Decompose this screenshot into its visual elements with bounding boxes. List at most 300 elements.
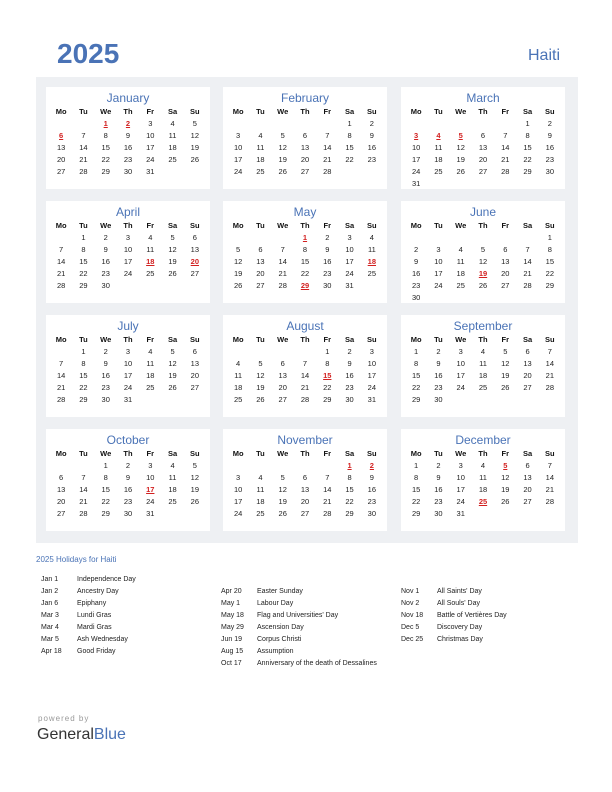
day-cell: 10: [146, 131, 155, 140]
month-november: [223, 429, 387, 531]
empty-cell: [227, 460, 249, 472]
day-cell: 1: [525, 119, 530, 128]
weekday-header: Tu: [434, 335, 443, 344]
day-cell: 4: [480, 461, 486, 470]
day-cell: 17: [456, 485, 465, 494]
day-cell: 2: [547, 119, 552, 128]
holiday-date: Nov 2: [401, 600, 420, 607]
month-grid: [227, 106, 383, 178]
day-cell: 12: [256, 371, 265, 380]
empty-cell: [405, 118, 427, 130]
day-cell: 9: [436, 473, 441, 482]
weekday-header: Su: [367, 449, 377, 458]
day-cell: 3: [125, 347, 131, 356]
weekday-header: Mo: [232, 221, 244, 230]
day-cell: 30: [123, 167, 133, 176]
day-cell: 25: [168, 155, 177, 164]
month-title: January: [106, 91, 150, 105]
empty-cell: [450, 232, 472, 244]
day-cell: 16: [123, 143, 133, 152]
day-cell: 13: [190, 359, 200, 368]
weekday-header: We: [277, 107, 289, 116]
day-cell: 21: [278, 269, 287, 278]
weekday-header: Tu: [79, 107, 88, 116]
weekday-header: Th: [123, 107, 133, 116]
holiday-row: [221, 598, 377, 610]
holiday-name: Labour Day: [257, 600, 294, 607]
day-cell: 26: [456, 167, 465, 176]
holiday-day-cell: 29: [300, 281, 310, 290]
day-cell: 8: [103, 131, 108, 140]
weekday-header: Su: [190, 449, 200, 458]
empty-cell: [249, 118, 271, 130]
day-cell: 2: [414, 245, 419, 254]
day-cell: 6: [258, 245, 263, 254]
day-cell: 24: [233, 509, 243, 518]
day-cell: 25: [233, 395, 243, 404]
day-cell: 26: [278, 509, 287, 518]
day-cell: 29: [79, 281, 88, 290]
day-cell: 7: [280, 245, 285, 254]
weekday-header: Sa: [167, 221, 178, 230]
holiday-date: Nov 18: [401, 612, 424, 619]
month-title: April: [115, 205, 140, 219]
day-cell: 24: [456, 497, 465, 506]
holiday-date: Jan 2: [41, 588, 59, 595]
day-cell: 10: [434, 257, 443, 266]
holiday-day-cell: 4: [436, 131, 441, 140]
day-cell: 7: [81, 473, 86, 482]
month-title: September: [453, 319, 513, 333]
day-cell: 11: [456, 257, 465, 266]
empty-cell: [316, 118, 338, 130]
day-cell: 8: [302, 245, 308, 254]
day-cell: 17: [123, 371, 133, 380]
empty-cell: [272, 346, 294, 358]
day-cell: 23: [345, 383, 354, 392]
holiday-name: Ash Wednesday: [77, 636, 128, 643]
holiday-name: Independence Day: [77, 576, 136, 583]
day-cell: 23: [123, 155, 133, 164]
holiday-day-cell: 18: [367, 257, 377, 266]
day-cell: 27: [256, 281, 265, 290]
weekday-header: Th: [123, 221, 133, 230]
day-cell: 26: [168, 383, 177, 392]
weekday-header: Fr: [146, 449, 155, 458]
day-cell: 13: [523, 473, 532, 482]
day-cell: 24: [411, 167, 421, 176]
day-cell: 28: [79, 167, 88, 176]
day-cell: 19: [168, 257, 177, 266]
holiday-date: Aug 15: [221, 648, 244, 655]
day-cell: 24: [434, 281, 443, 290]
day-cell: 7: [525, 245, 530, 254]
month-july: [46, 315, 210, 417]
day-cell: 22: [545, 269, 555, 278]
holiday-name: All Saints' Day: [437, 588, 482, 595]
weekday-header: Th: [123, 335, 133, 344]
month-february: [223, 87, 387, 189]
empty-cell: [227, 232, 249, 244]
empty-cell: [227, 346, 249, 358]
holiday-date: Mar 5: [41, 636, 59, 643]
holiday-row: [221, 610, 377, 622]
day-cell: 11: [479, 359, 487, 368]
day-cell: 27: [523, 497, 532, 506]
day-cell: 19: [190, 485, 200, 494]
day-cell: 10: [411, 143, 421, 152]
day-cell: 11: [168, 473, 177, 482]
weekday-header: We: [277, 221, 289, 230]
weekday-header: Th: [478, 449, 488, 458]
weekday-header: Mo: [410, 107, 422, 116]
weekday-header: Sa: [167, 335, 178, 344]
day-cell: 13: [300, 485, 310, 494]
day-cell: 30: [101, 281, 110, 290]
empty-cell: [50, 460, 72, 472]
weekday-header: Mo: [410, 221, 422, 230]
day-cell: 12: [168, 245, 177, 254]
year-title: 2025: [57, 38, 120, 69]
day-cell: 31: [367, 395, 377, 404]
weekday-header: Sa: [344, 335, 355, 344]
day-cell: 25: [146, 269, 155, 278]
day-cell: 12: [456, 143, 465, 152]
weekday-header: Fr: [146, 107, 155, 116]
day-cell: 19: [168, 371, 177, 380]
day-cell: 17: [411, 155, 421, 164]
weekday-header: Mo: [55, 107, 67, 116]
month-title: May: [293, 205, 317, 219]
day-cell: 4: [170, 461, 175, 470]
holiday-column: [401, 586, 507, 646]
empty-cell: [294, 460, 316, 472]
day-cell: 13: [478, 143, 488, 152]
day-cell: 23: [434, 383, 443, 392]
day-cell: 21: [56, 383, 66, 392]
day-cell: 30: [123, 509, 133, 518]
holiday-day-cell: 6: [59, 131, 64, 140]
day-cell: 3: [436, 245, 441, 254]
weekday-header: We: [455, 335, 467, 344]
weekday-header: Su: [545, 221, 555, 230]
day-cell: 16: [411, 269, 421, 278]
weekday-header: Sa: [344, 449, 355, 458]
day-cell: 8: [525, 131, 530, 140]
day-cell: 17: [345, 257, 354, 266]
day-cell: 9: [369, 131, 374, 140]
day-cell: 15: [411, 371, 421, 380]
day-cell: 3: [369, 347, 374, 356]
empty-cell: [472, 118, 494, 130]
day-cell: 2: [436, 461, 441, 470]
day-cell: 6: [480, 131, 486, 140]
day-cell: 15: [545, 257, 555, 266]
holiday-row: [221, 586, 377, 598]
day-cell: 2: [125, 461, 131, 470]
holiday-row: [221, 622, 377, 634]
day-cell: 24: [123, 383, 133, 392]
holiday-name: Easter Sunday: [257, 588, 303, 595]
day-cell: 21: [323, 155, 332, 164]
month-title: March: [466, 91, 500, 105]
day-cell: 28: [545, 497, 555, 506]
day-cell: 29: [101, 167, 110, 176]
weekday-header: Mo: [55, 335, 67, 344]
day-cell: 22: [345, 497, 354, 506]
day-cell: 25: [256, 167, 265, 176]
day-cell: 4: [458, 245, 463, 254]
day-cell: 15: [79, 257, 88, 266]
month-title: July: [117, 319, 139, 333]
generalblue-logo[interactable]: [37, 726, 126, 744]
month-grid: [50, 448, 206, 520]
holiday-date: Mar 3: [41, 612, 59, 619]
day-cell: 14: [323, 485, 332, 494]
day-cell: 16: [101, 371, 110, 380]
empty-cell: [249, 346, 271, 358]
day-cell: 26: [190, 497, 200, 506]
day-cell: 4: [148, 347, 153, 356]
day-cell: 5: [170, 347, 175, 356]
day-cell: 13: [300, 143, 310, 152]
holiday-day-cell: 5: [458, 131, 463, 140]
day-cell: 27: [190, 383, 200, 392]
day-cell: 4: [236, 359, 241, 368]
day-cell: 26: [190, 155, 200, 164]
day-cell: 19: [278, 497, 287, 506]
month-may: [223, 201, 387, 303]
weekday-header: Mo: [232, 449, 244, 458]
day-cell: 25: [367, 269, 377, 278]
day-cell: 16: [323, 257, 332, 266]
brand-general: General: [37, 726, 94, 743]
holiday-column: [221, 586, 377, 670]
day-cell: 7: [81, 131, 86, 140]
day-cell: 15: [523, 143, 532, 152]
weekday-header: Mo: [410, 449, 422, 458]
day-cell: 23: [367, 155, 377, 164]
holiday-date: Oct 17: [221, 660, 242, 667]
day-cell: 11: [367, 245, 376, 254]
day-cell: 12: [168, 359, 177, 368]
weekday-header: Sa: [522, 335, 533, 344]
day-cell: 7: [325, 473, 330, 482]
day-cell: 18: [256, 497, 265, 506]
holiday-name: Mardi Gras: [77, 624, 112, 631]
holiday-date: Jan 6: [41, 600, 59, 607]
day-cell: 15: [411, 485, 421, 494]
day-cell: 22: [101, 497, 110, 506]
day-cell: 21: [501, 155, 510, 164]
holiday-date: Nov 1: [401, 588, 420, 595]
day-cell: 10: [345, 245, 354, 254]
day-cell: 5: [170, 233, 175, 242]
day-cell: 16: [101, 257, 110, 266]
day-cell: 8: [547, 245, 552, 254]
month-august: [223, 315, 387, 417]
month-june: [401, 201, 565, 303]
day-cell: 18: [233, 383, 243, 392]
weekday-header: Mo: [55, 221, 67, 230]
weekday-header: Tu: [256, 335, 265, 344]
holiday-date: Mar 4: [41, 624, 59, 631]
day-cell: 19: [256, 383, 265, 392]
day-cell: 20: [56, 155, 66, 164]
day-cell: 28: [278, 281, 287, 290]
day-cell: 12: [478, 257, 488, 266]
holiday-day-cell: 15: [323, 371, 332, 380]
weekday-header: We: [277, 449, 289, 458]
day-cell: 19: [190, 143, 200, 152]
day-cell: 20: [523, 485, 532, 494]
empty-cell: [427, 118, 449, 130]
holiday-day-cell: 5: [503, 461, 508, 470]
empty-cell: [227, 118, 249, 130]
day-cell: 7: [547, 347, 552, 356]
day-cell: 23: [367, 497, 377, 506]
day-cell: 22: [345, 155, 354, 164]
holiday-row: [41, 598, 136, 610]
day-cell: 27: [300, 509, 310, 518]
holiday-day-cell: 3: [414, 131, 419, 140]
powered-by-text: powered by: [38, 714, 90, 723]
weekday-header: Tu: [256, 449, 265, 458]
day-cell: 3: [458, 347, 463, 356]
day-cell: 19: [501, 485, 510, 494]
weekday-header: Sa: [522, 449, 533, 458]
day-cell: 17: [146, 143, 155, 152]
holiday-date: Dec 5: [401, 624, 420, 631]
month-title: October: [106, 433, 150, 447]
day-cell: 28: [501, 167, 510, 176]
weekday-header: Fr: [323, 335, 332, 344]
day-cell: 6: [59, 473, 64, 482]
day-cell: 11: [146, 359, 155, 368]
day-cell: 30: [367, 509, 377, 518]
day-cell: 25: [434, 167, 443, 176]
weekday-header: Th: [300, 221, 310, 230]
day-cell: 19: [278, 155, 287, 164]
day-cell: 20: [190, 371, 200, 380]
day-cell: 24: [367, 383, 377, 392]
day-cell: 20: [523, 371, 532, 380]
weekday-header: Tu: [79, 221, 88, 230]
weekday-header: Su: [367, 107, 377, 116]
weekday-header: Tu: [434, 221, 443, 230]
month-grid: [227, 334, 383, 406]
day-cell: 18: [256, 155, 265, 164]
day-cell: 10: [233, 143, 243, 152]
day-cell: 20: [278, 383, 287, 392]
day-cell: 15: [345, 143, 354, 152]
day-cell: 1: [547, 233, 552, 242]
day-cell: 2: [103, 233, 108, 242]
day-cell: 20: [300, 155, 310, 164]
day-cell: 21: [56, 269, 66, 278]
holiday-date: Jun 19: [221, 636, 243, 643]
day-cell: 29: [411, 509, 421, 518]
day-cell: 7: [302, 359, 308, 368]
day-cell: 11: [256, 485, 265, 494]
holiday-day-cell: 1: [347, 461, 352, 470]
empty-cell: [272, 232, 294, 244]
day-cell: 24: [123, 269, 133, 278]
day-cell: 5: [280, 473, 285, 482]
empty-cell: [272, 460, 294, 472]
month-april: [46, 201, 210, 303]
day-cell: 12: [278, 143, 287, 152]
weekday-header: Mo: [55, 449, 67, 458]
day-cell: 22: [300, 269, 310, 278]
day-cell: 18: [146, 371, 155, 380]
day-cell: 9: [369, 473, 374, 482]
day-cell: 23: [411, 281, 421, 290]
month-grid: [405, 220, 561, 304]
day-cell: 21: [523, 269, 532, 278]
day-cell: 11: [256, 143, 265, 152]
weekday-header: Mo: [232, 335, 244, 344]
day-cell: 11: [434, 143, 443, 152]
day-cell: 6: [280, 359, 285, 368]
empty-cell: [405, 232, 427, 244]
weekday-header: We: [277, 335, 289, 344]
holiday-row: [41, 586, 136, 598]
weekday-header: Mo: [410, 335, 422, 344]
day-cell: 14: [300, 371, 310, 380]
holiday-row: [401, 610, 507, 622]
weekday-header: Tu: [434, 449, 443, 458]
holiday-name: Battle of Vertières Day: [437, 612, 507, 619]
day-cell: 3: [347, 233, 352, 242]
weekday-header: Sa: [167, 107, 178, 116]
day-cell: 4: [258, 131, 263, 140]
weekday-header: Mo: [232, 107, 244, 116]
weekday-header: Sa: [167, 449, 178, 458]
day-cell: 28: [300, 395, 310, 404]
holiday-date: May 29: [221, 624, 244, 631]
day-cell: 11: [146, 245, 155, 254]
holiday-row: [41, 574, 136, 586]
month-title: August: [286, 319, 324, 333]
day-cell: 2: [347, 347, 352, 356]
weekday-header: Su: [190, 335, 200, 344]
holiday-day-cell: 1: [302, 233, 308, 242]
day-cell: 4: [148, 233, 153, 242]
day-cell: 25: [146, 383, 155, 392]
holiday-row: [401, 586, 507, 598]
day-cell: 15: [79, 371, 88, 380]
day-cell: 16: [367, 143, 377, 152]
weekday-header: Th: [300, 335, 310, 344]
day-cell: 6: [525, 461, 530, 470]
weekday-header: Th: [123, 449, 133, 458]
weekday-header: We: [455, 107, 467, 116]
holidays-title: 2025 Holidays for Haiti: [36, 555, 117, 564]
weekday-header: Su: [545, 335, 555, 344]
day-cell: 14: [501, 143, 510, 152]
holiday-row: [401, 598, 507, 610]
day-cell: 18: [168, 143, 177, 152]
day-cell: 29: [345, 509, 354, 518]
day-cell: 12: [190, 473, 200, 482]
day-cell: 13: [501, 257, 510, 266]
holiday-row: [221, 658, 377, 670]
holiday-day-cell: 17: [146, 485, 155, 494]
empty-cell: [472, 232, 494, 244]
weekday-header: We: [455, 449, 467, 458]
holiday-row: [41, 622, 136, 634]
